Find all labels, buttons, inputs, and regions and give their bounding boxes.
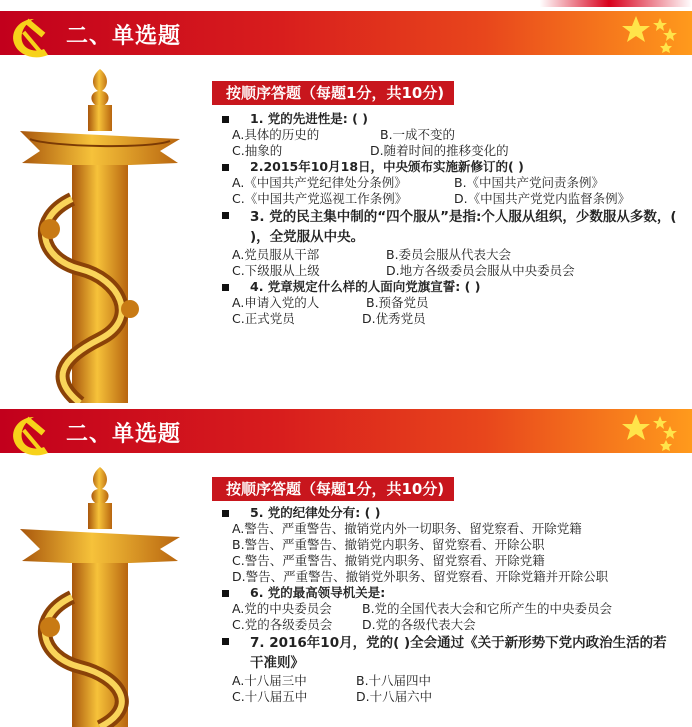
option-5a: A.警告、严重警告、撤销党内外一切职务、留党察看、开除党籍 [232, 521, 582, 536]
question-7: 7. 2016年10月，党的( )全会通过《关于新形势下党内政治生活的若干准则》 [220, 633, 680, 673]
option-5d: D.警告、严重警告、撤销党外职务、留党察看、开除党籍并开除公职 [232, 569, 609, 584]
option-6c: C.党的各级委员会 [232, 617, 333, 632]
options-3 [220, 247, 680, 279]
option-7c: C.十八届五中 [232, 689, 308, 704]
option-4c: C.正式党员 [232, 311, 295, 326]
section-subtitle: 按顺序答题（每题1分，共10分) [212, 477, 454, 501]
option-2c: C.《中国共产党巡视工作条例》 [232, 191, 408, 206]
option-7a: A.十八届三中 [232, 673, 307, 688]
option-6d: D.党的各级代表大会 [362, 617, 476, 632]
option-7d: D.十八届六中 [356, 689, 433, 704]
question-list [220, 505, 680, 705]
option-1b: B.一成不变的 [380, 127, 456, 142]
option-4d: D.优秀党员 [362, 311, 426, 326]
options-6 [220, 601, 680, 633]
huabiao-pillar-image [10, 69, 190, 403]
hammer-sickle-icon [4, 13, 60, 61]
slide-1 [0, 7, 692, 403]
option-3a: A.党员服从干部 [232, 247, 320, 262]
question-5: 5. 党的纪律处分有: ( ) [220, 505, 680, 521]
options-5 [220, 521, 680, 585]
option-3d: D.地方各级委员会服从中央委员会 [386, 263, 575, 278]
option-3b: B.委员会服从代表大会 [386, 247, 512, 262]
question-list [220, 111, 680, 327]
slide-header [0, 11, 692, 55]
option-4b: B.预备党员 [366, 295, 429, 310]
slide-header [0, 409, 692, 453]
header-title: 二、单选题 [66, 24, 182, 49]
option-6a: A.党的中央委员会 [232, 601, 332, 616]
option-5b: B.警告、严重警告、撤销党内职务、留党察看、开除公职 [232, 537, 545, 552]
option-1a: A.具体的历史的 [232, 127, 320, 142]
top-strip [0, 0, 692, 7]
options-2 [220, 175, 680, 207]
header-title: 二、单选题 [66, 422, 182, 447]
stars-icon [622, 14, 682, 56]
option-6b: B.党的全国代表大会和它所产生的中央委员会 [362, 601, 613, 616]
option-5c: C.警告、严重警告、撤销党内职务、留党察看、开除党籍 [232, 553, 545, 568]
question-6: 6. 党的最高领导机关是: [220, 585, 680, 601]
stars-icon [622, 412, 682, 454]
slide-2 [0, 405, 692, 727]
section-subtitle: 按顺序答题（每题1分，共10分) [212, 81, 454, 105]
options-4 [220, 295, 680, 327]
option-1c: C.抽象的 [232, 143, 283, 158]
option-2b: B.《中国共产党问责条例》 [454, 175, 605, 190]
option-2a: A.《中国共产党纪律处分条例》 [232, 175, 407, 190]
question-3: 3. 党的民主集中制的“四个服从”是指:个人服从组织，少数服从多数，( )，全党服从中央。 [220, 207, 680, 247]
option-7b: B.十八届四中 [356, 673, 432, 688]
huabiao-pillar-image [10, 467, 190, 727]
hammer-sickle-icon [4, 411, 60, 459]
question-4: 4. 党章规定什么样的人面向党旗宣誓: ( ) [220, 279, 680, 295]
question-2: 2.2015年10月18日，中央颁布实施新修订的( ) [220, 159, 680, 175]
option-4a: A.申请入党的人 [232, 295, 320, 310]
question-1: 1. 党的先进性是: ( ) [220, 111, 680, 127]
options-1 [220, 127, 680, 159]
option-2d: D.《中国共产党党内监督条例》 [454, 191, 631, 206]
option-1d: D.随着时间的推移变化的 [370, 143, 509, 158]
options-7 [220, 673, 680, 705]
option-3c: C.下级服从上级 [232, 263, 320, 278]
